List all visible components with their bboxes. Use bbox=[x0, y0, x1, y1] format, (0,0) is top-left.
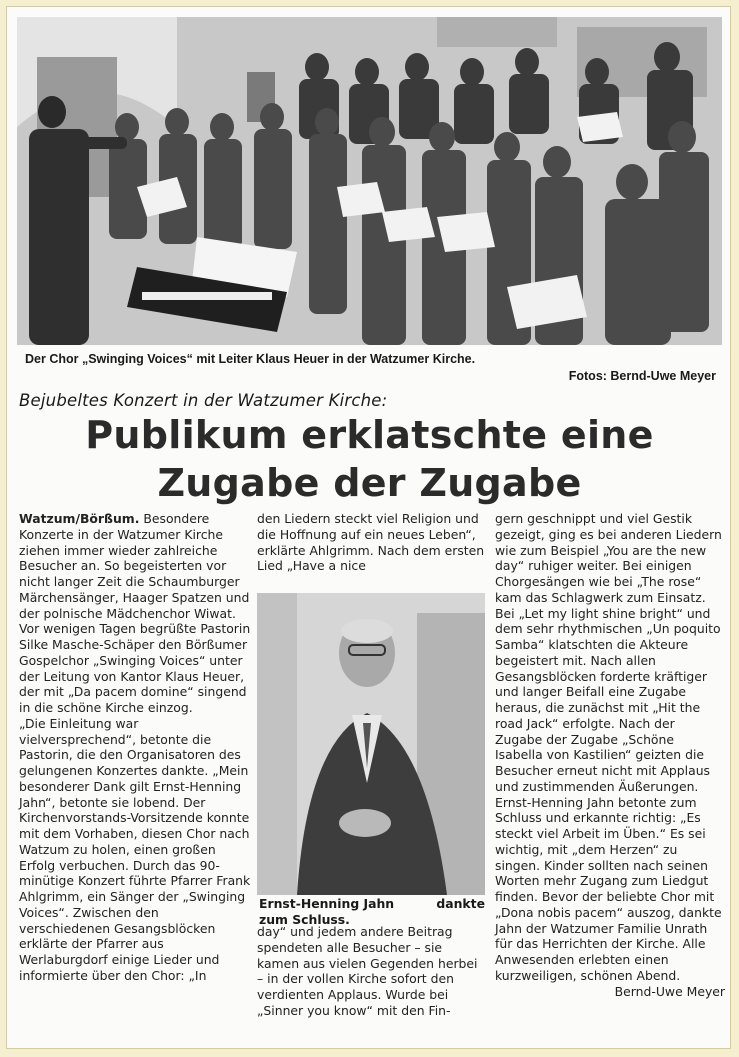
choir-photo bbox=[17, 17, 722, 345]
paragraph bbox=[19, 511, 251, 716]
article-column-2-top bbox=[257, 511, 487, 574]
paragraph: den Liedern steckt viel Religion und die Hoffnung auf ein neues Leben“, erklärte Ahlgrimm. Nach dem ersten Lied „Have a nice bbox=[257, 511, 485, 574]
headline bbox=[7, 411, 731, 507]
dateline: Watzum/Börßum. bbox=[19, 511, 140, 526]
paragraph: „Die Einleitung war vielversprechend“, betonte die Pastorin, die den Organisatoren des gelungenen Konzertes dankte. „Mein besonderer Dank gilt Ernst-Henning Jahn“, betonte sie lobend. Der Kirchenvorstands-Vorsitzende konnte mit dem Vorhaben, diesen Chor nach Watzum zu holen, einen großen Erfolg verbuchen. Durch das 90-minütige Konzert führte Pfarrer Frank Ahlgrimm, ein Sänger der „Swinging Voices“. Zwischen den verschiedenen Gesangsblöcken erklärte der Pfarrer aus Werlaburgdorf einige Lieder und informierte über den Chor: „In bbox=[19, 715, 251, 983]
article-column-2-bottom bbox=[257, 924, 487, 1019]
author: Bernd-Uwe Meyer bbox=[614, 983, 725, 999]
paragraph: day“ und jedem andere Beitrag spendeten alle Besucher – sie kamen aus vielen Gegenden herbei – in der vollen Kirche sofort den verdienten Applaus. Wurde bei „Sinner you know“ mit den Fin- bbox=[257, 924, 478, 1018]
paragraph-text: Besondere Konzerte in der Watzumer Kirche ziehen immer wieder zahlreiche Besucher an. So begeisterten vor nicht langer Zeit die Schaumburger Märchensänger, Haager Spatzen und der polnische Mädchenchor Wiwat. Vor wenigen Tagen begrüßte Pastorin Silke Masche-Schäper den Börßumer Gospelchor „Swinging Voices“ unter der Leitung von Kantor Klaus Heuer, der mit „Da pacem domine“ singend in die schöne Kirche einzog. bbox=[19, 511, 251, 715]
choir-photo-illustration bbox=[17, 17, 722, 345]
kicker: Bejubeltes Konzert in der Watzumer Kirche: bbox=[19, 391, 388, 410]
headline-line-1: Publikum erklatschte eine bbox=[85, 413, 654, 457]
caption-word: dankte bbox=[436, 896, 485, 911]
headline-line-2: Zugabe der Zugabe bbox=[157, 461, 582, 505]
portrait-photo bbox=[257, 593, 485, 895]
paragraph: gern geschnippt und viel Gestik gezeigt, ging es bei anderen Liedern wie zum Beispiel „You are the new day“ ruhiger weiter. Bei einigen Chorgesängen wie bei „The rose“ kam das Schlagwerk zum Einsatz. Bei „Let my light shine bright“ und dem sehr rhythmischen „Un poquito Samba“ klatschten die Akteure begeistert mit. Nach allen Gesangsblöcken forderte kräftiger und langer Beifall eine Zugabe heraus, die zunächst mit „Hit the road Jack“ erfolgte. Nach der Zugabe der Zugabe „Schöne Isabella von Kastilien“ geizten die Besucher erneut nicht mit Applaus und zustimmenden Äußerungen. Ernst-Henning Jahn betonte zum Schluss und erkannte richtig: „Es steckt viel Arbeit im Üben.“ Es sei wichtig, mit „dem Herzen“ zu singen. Kinder sollten nach seinen Worten mehr Zugang zum Liedgut finden. Bevor der beliebte Chor mit „Dona nobis pacem“ auszog, dankte Jahn der Watzumer Familie Unrath für das Herrichten der Kirche. Alle Anwesenden erlebten einen kurzweiligen, schönen Abend. bbox=[495, 511, 722, 983]
newspaper-clipping bbox=[6, 6, 731, 1049]
photo-credit: Fotos: Bernd-Uwe Meyer bbox=[568, 369, 716, 383]
portrait-photo-illustration bbox=[257, 593, 485, 895]
photo-caption: Der Chor „Swinging Voices“ mit Leiter Klaus Heuer in der Watzumer Kirche. bbox=[25, 352, 476, 366]
caption-name: Ernst-Henning Jahn bbox=[259, 896, 395, 911]
article-column-3 bbox=[495, 511, 725, 999]
caption-line-2: zum Schluss. bbox=[259, 912, 350, 927]
article-column-1 bbox=[19, 511, 251, 984]
